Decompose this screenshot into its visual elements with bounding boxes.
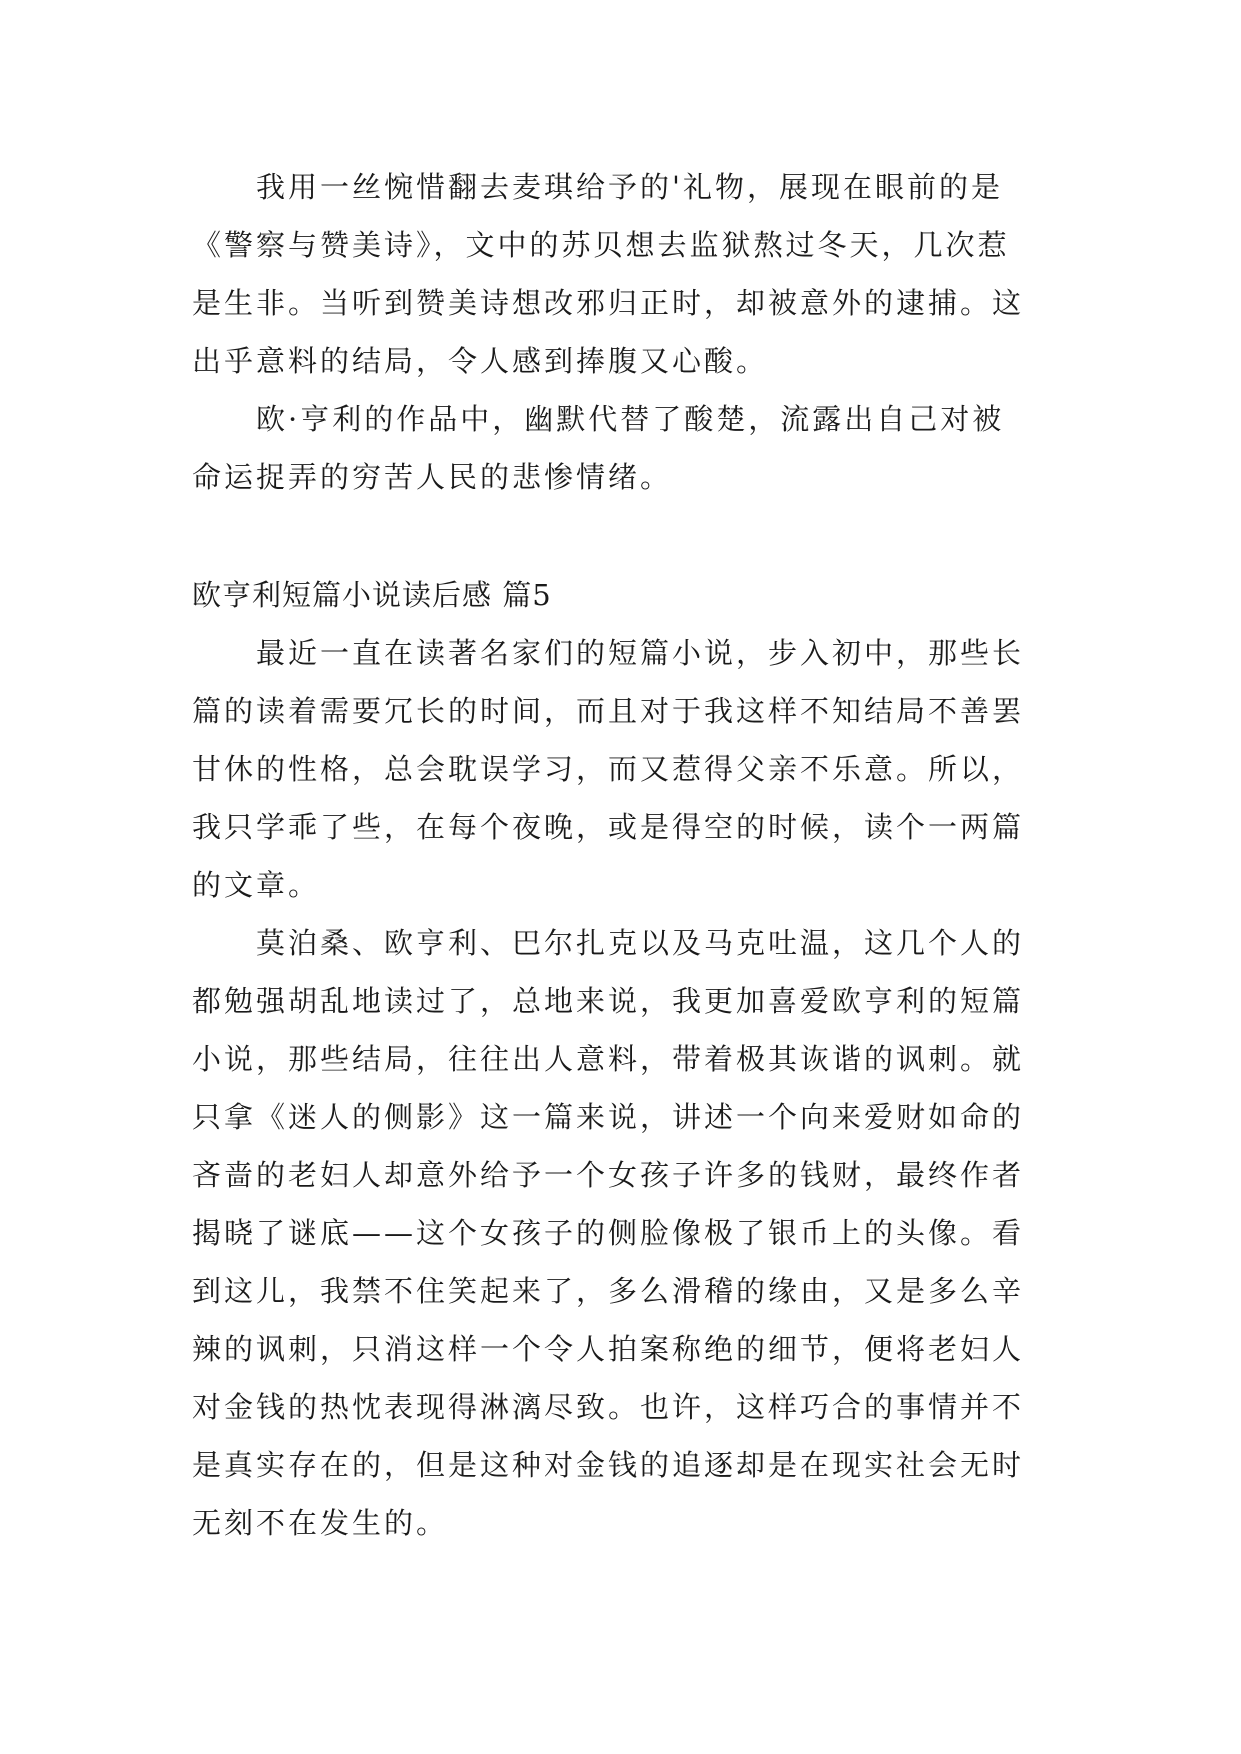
text-line: 无刻不在发生的。 (192, 1506, 449, 1540)
text-line: 我只学乖了些，在每个夜晚，或是得空的时候，读个一两篇 (192, 810, 1025, 844)
text-line: 辣的讽刺，只消这样一个令人拍案称绝的细节，便将老妇人 (192, 1332, 1025, 1366)
text-line: 揭晓了谜底——这个女孩子的侧脸像极了银币上的头像。看 (192, 1216, 1025, 1250)
heading-text: 欧亨利短篇小说读后感 篇5 (192, 578, 552, 612)
text-line: 命运捉弄的穷苦人民的悲惨情绪。 (192, 460, 673, 494)
text-line: 吝啬的老妇人却意外给予一个女孩子许多的钱财，最终作者 (192, 1158, 1025, 1192)
text-line: 莫泊桑、欧亨利、巴尔扎克以及马克吐温，这几个人的 (256, 926, 1025, 960)
text-line: 的文章。 (192, 868, 321, 902)
text-line: 只拿《迷人的侧影》这一篇来说，讲述一个向来爱财如命的 (192, 1100, 1025, 1134)
paragraph (192, 624, 1052, 914)
paragraph (192, 914, 1052, 1552)
text-line: 我用一丝惋惜翻去麦琪给予的'礼物，展现在眼前的是 (256, 170, 1003, 204)
paragraph (192, 158, 1052, 390)
text-line: 篇的读着需要冗长的时间，而且对于我这样不知结局不善罢 (192, 694, 1025, 728)
text-line: 到这儿，我禁不住笑起来了，多么滑稽的缘由，又是多么辛 (192, 1274, 1025, 1308)
paragraph (192, 390, 1052, 506)
text-line: 是真实存在的，但是这种对金钱的追逐却是在现实社会无时 (192, 1448, 1025, 1482)
text-line: 最近一直在读著名家们的短篇小说，步入初中，那些长 (256, 636, 1025, 670)
text-line: 是生非。当听到赞美诗想改邪归正时，却被意外的逮捕。这 (192, 286, 1025, 320)
text-line: 甘休的性格，总会耽误学习，而又惹得父亲不乐意。所以， (192, 752, 1025, 786)
text-line: 欧·亨利的作品中，幽默代替了酸楚，流露出自己对被 (256, 402, 1005, 436)
text-line: 对金钱的热忱表现得淋漓尽致。也许，这样巧合的事情并不 (192, 1390, 1025, 1424)
text-line: 《警察与赞美诗》，文中的苏贝想去监狱熬过冬天，几次惹 (192, 228, 1010, 262)
text-line: 小说，那些结局，往往出人意料，带着极其诙谐的讽刺。就 (192, 1042, 1025, 1076)
text-line: 都勉强胡乱地读过了，总地来说，我更加喜爱欧亨利的短篇 (192, 984, 1025, 1018)
section-heading (192, 566, 1052, 624)
text-line: 出乎意料的结局，令人感到捧腹又心酸。 (192, 344, 769, 378)
